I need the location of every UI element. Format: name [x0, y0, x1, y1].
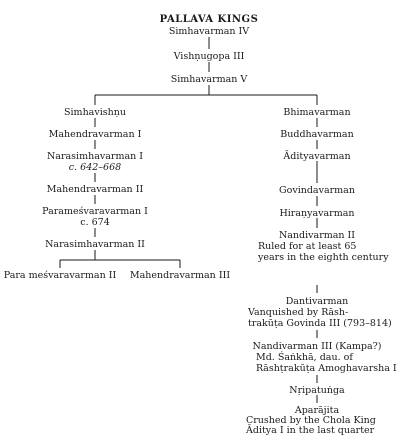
- king-narasimhavarman-ii: Narasimhavarman II: [45, 239, 145, 250]
- king-note: trakūṭa Govinda III (793–814): [248, 318, 392, 329]
- king-mahendravarman-i: Mahendravarman I: [48, 129, 142, 140]
- king-mahendravarman-ii: Mahendravarman II: [46, 184, 144, 195]
- king-nandivarman-ii: Nandivarman II: [278, 230, 356, 241]
- king-simhavarman-iv: Simhavarman IV: [168, 26, 250, 37]
- reign-date: c. 674: [80, 217, 110, 228]
- king-note: Ruled for at least 65: [258, 241, 357, 252]
- king-aparajita: Aparājita: [294, 405, 340, 416]
- king-simhavishnu: Simhavishṇu: [64, 107, 126, 118]
- king-paramesvaravarman-ii: Para meśvaravarman II: [3, 270, 117, 281]
- king-note: Crushed by the Chola King: [246, 415, 376, 426]
- king-simhavarman-v: Simhavarman V: [170, 74, 248, 85]
- king-note: Vanquished by Rāsh-: [248, 307, 349, 318]
- king-buddhavarman: Buddhavarman: [280, 129, 354, 140]
- king-nripatunga: Nṛipatuṅga: [289, 385, 345, 396]
- king-adityavarman: Ādityavarman: [283, 151, 351, 162]
- king-note: Rāshṭrakūṭa Amoghavarsha I: [256, 363, 397, 374]
- king-hiranyavarman: Hiraṇyavarman: [279, 208, 355, 219]
- king-govindavarman: Govindavarman: [279, 185, 355, 196]
- king-note: Āditya I in the last quarter: [246, 425, 375, 436]
- king-note: Md. Śaṅkhā, dau. of: [256, 352, 353, 363]
- king-nandivarman-iii: Nandivarman III (Kampa?): [252, 341, 382, 352]
- king-vishnugopa-iii: Vishṇugopa III: [173, 51, 245, 62]
- king-mahendravarman-iii: Mahendravarman III: [129, 270, 231, 281]
- king-bhimavarman: Bhimavarman: [283, 107, 351, 118]
- king-dantivarman: Dantivarman: [285, 296, 349, 307]
- king-narasimhavarman-i: Narasimhavarman I: [46, 151, 144, 162]
- king-paramesvaravarman-i: Parameśvaravarman I: [42, 206, 148, 217]
- diagram-title: PALLAVA KINGS: [159, 14, 259, 25]
- reign-date: c. 642–668: [68, 162, 122, 173]
- king-note: years in the eighth century: [258, 252, 389, 263]
